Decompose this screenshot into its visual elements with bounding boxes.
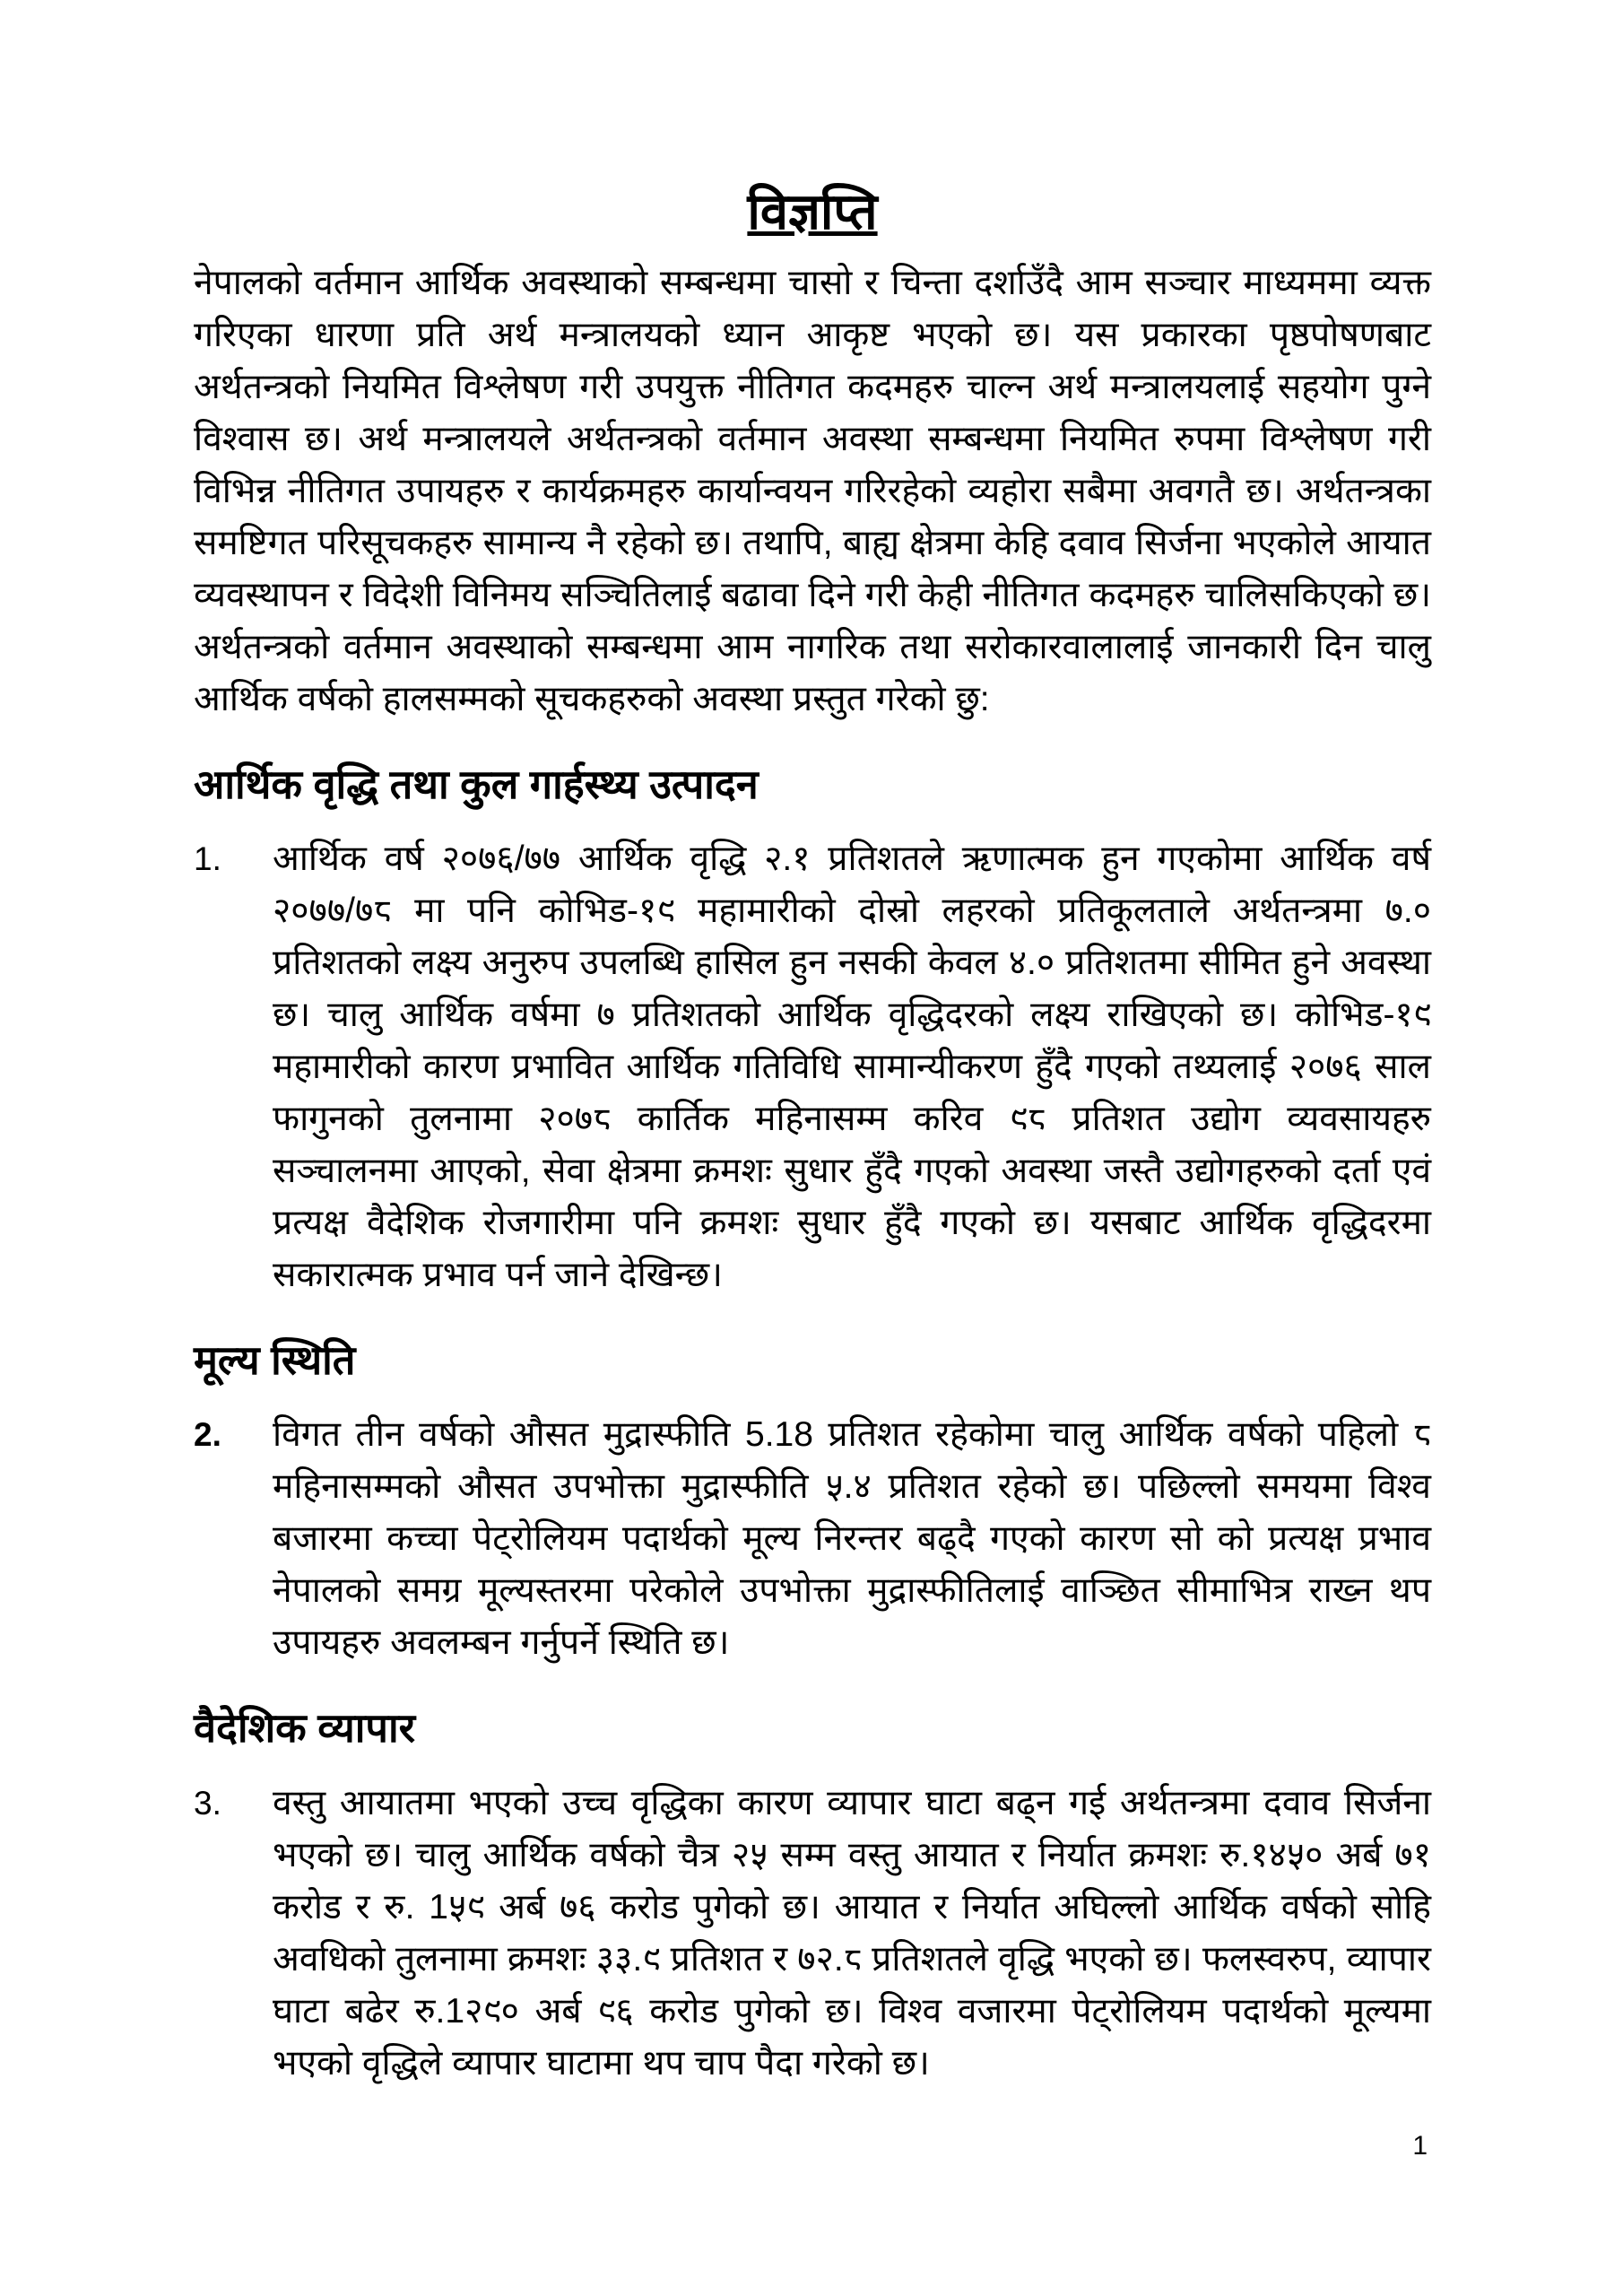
section-economic-growth	[194, 760, 1431, 1301]
list-item-text: वस्तु आयातमा भएको उच्च वृद्धिका कारण व्यापार घाटा बढ्न गई अर्थतन्त्रमा दवाव सिर्जना भएको छ। चालु आर्थिक वर्षको चैत्र २५ सम्म वस्तु आयात र निर्यात क्रमशः रु.१४५० अर्ब ७१ करोड र रु. 1५९ अर्ब ७६ करोड पुगेको छ। आयात र निर्यात अघिल्लो आर्थिक वर्षको सोहि अवधिको तुलनामा क्रमशः ३३.९ प्रतिशत र ७२.८ प्रतिशतले वृद्धि भएको छ। फलस्वरुप, व्यापार घाटा बढेर रु.1२९० अर्ब ९६ करोड पुगेको छ। विश्व वजारमा पेट्रोलियम पदार्थको मूल्यमा भएको वृद्धिले व्यापार घाटामा थप चाप पैदा गरेको छ।	[273, 1783, 1431, 2083]
list-item	[194, 833, 1431, 1301]
intro-paragraph: नेपालको वर्तमान आर्थिक अवस्थाको सम्बन्धमा चासो र चिन्ता दर्शाउँदै आम सञ्चार माध्यममा व्यक्त गरिएका धारणा प्रति अर्थ मन्त्रालयको ध्यान आकृष्ट भएको छ। यस प्रकारका पृष्ठपोषणबाट अर्थतन्त्रको नियमित विश्लेषण गरी उपयुक्त नीतिगत कदमहरु चाल्न अर्थ मन्त्रालयलाई सहयोग पुग्ने विश्वास छ। अर्थ मन्त्रालयले अर्थतन्त्रको वर्तमान अवस्था सम्बन्धमा नियमित रुपमा विश्लेषण गरी विभिन्न नीतिगत उपायहरु र कार्यक्रमहरु कार्यान्वयन गरिरहेको व्यहोरा सबैमा अवगतै छ। अर्थतन्त्रका समष्टिगत परिसूचकहरु सामान्य नै रहेको छ। तथापि, बाह्य क्षेत्रमा केहि दवाव सिर्जना भएकोले आयात व्यवस्थापन र विदेशी विनिमय सञ्चितिलाई बढावा दिने गरी केही नीतिगत कदमहरु चालिसकिएको छ। अर्थतन्त्रको वर्तमान अवस्थाको सम्बन्धमा आम नागरिक तथा सरोकारवालालाई जानकारी दिन चालु आर्थिक वर्षको हालसम्मको सूचकहरुको अवस्था प्रस्तुत गरेको छु:	[194, 263, 1431, 718]
list-item	[194, 1778, 1431, 2090]
section-foreign-trade	[194, 1703, 1431, 2089]
section-heading-price-situation: मूल्य स्थिति	[194, 1337, 356, 1384]
list-item-number: 1.	[194, 840, 221, 878]
list-item-number: 2.	[194, 1416, 221, 1454]
list-item-number: 3.	[194, 1784, 221, 1822]
list-item	[194, 1409, 1431, 1669]
page-number: 1	[1412, 2131, 1428, 2161]
section-price-situation	[194, 1335, 1431, 1669]
list-item-text: विगत तीन वर्षको औसत मुद्रास्फीति 5.18 प्रतिशत रहेकोमा चालु आर्थिक वर्षको पहिलो ८ महिनासम्मको औसत उपभोक्ता मुद्रास्फीति ५.४ प्रतिशत रहेको छ। पछिल्लो समयमा विश्व बजारमा कच्चा पेट्रोलियम पदार्थको मूल्य निरन्तर बढ्दै गएको कारण सो को प्रत्यक्ष प्रभाव नेपालको समग्र मूल्यस्तरमा परेकोले उपभोक्ता मुद्रास्फीतिलाई वाञ्छित सीमाभित्र राख्न थप उपायहरु अवलम्बन गर्नुपर्ने स्थिति छ।	[273, 1415, 1431, 1663]
section-heading-foreign-trade: वैदेशिक व्यापार	[194, 1705, 415, 1752]
list-item-text: आर्थिक वर्ष २०७६/७७ आर्थिक वृद्धि २.१ प्रतिशतले ऋणात्मक हुन गएकोमा आर्थिक वर्ष २०७७/७८ मा पनि कोभिड-१९ महामारीको दोस्रो लहरको प्रतिकूलताले अर्थतन्त्रमा ७.० प्रतिशतको लक्ष्य अनुरुप उपलब्धि हासिल हुन नसकी केवल ४.० प्रतिशतमा सीमित हुने अवस्था छ। चालु आर्थिक वर्षमा ७ प्रतिशतको आर्थिक वृद्धिदरको लक्ष्य राखिएको छ। कोभिड-१९ महामारीको कारण प्रभावित आर्थिक गतिविधि सामान्यीकरण हुँदै गएको तथ्यलाई २०७६ साल फागुनको तुलनामा २०७८ कार्तिक महिनासम्म करिव ९८ प्रतिशत उद्योग व्यवसायहरु सञ्चालनमा आएको, सेवा क्षेत्रमा क्रमशः सुधार हुँदै गएको अवस्था जस्तै उद्योगहरुको दर्ता एवं प्रत्यक्ष वैदेशिक रोजगारीमा पनि क्रमशः सुधार हुँदै गएको छ। यसबाट आर्थिक वृद्धिदरमा सकारात्मक प्रभाव पर्न जाने देखिन्छ।	[273, 839, 1431, 1295]
section-heading-economic-growth: आर्थिक वृद्धि तथा कुल गार्हस्थ्य उत्पादन	[194, 761, 759, 807]
document-title: विज्ञप्ति	[747, 183, 878, 239]
